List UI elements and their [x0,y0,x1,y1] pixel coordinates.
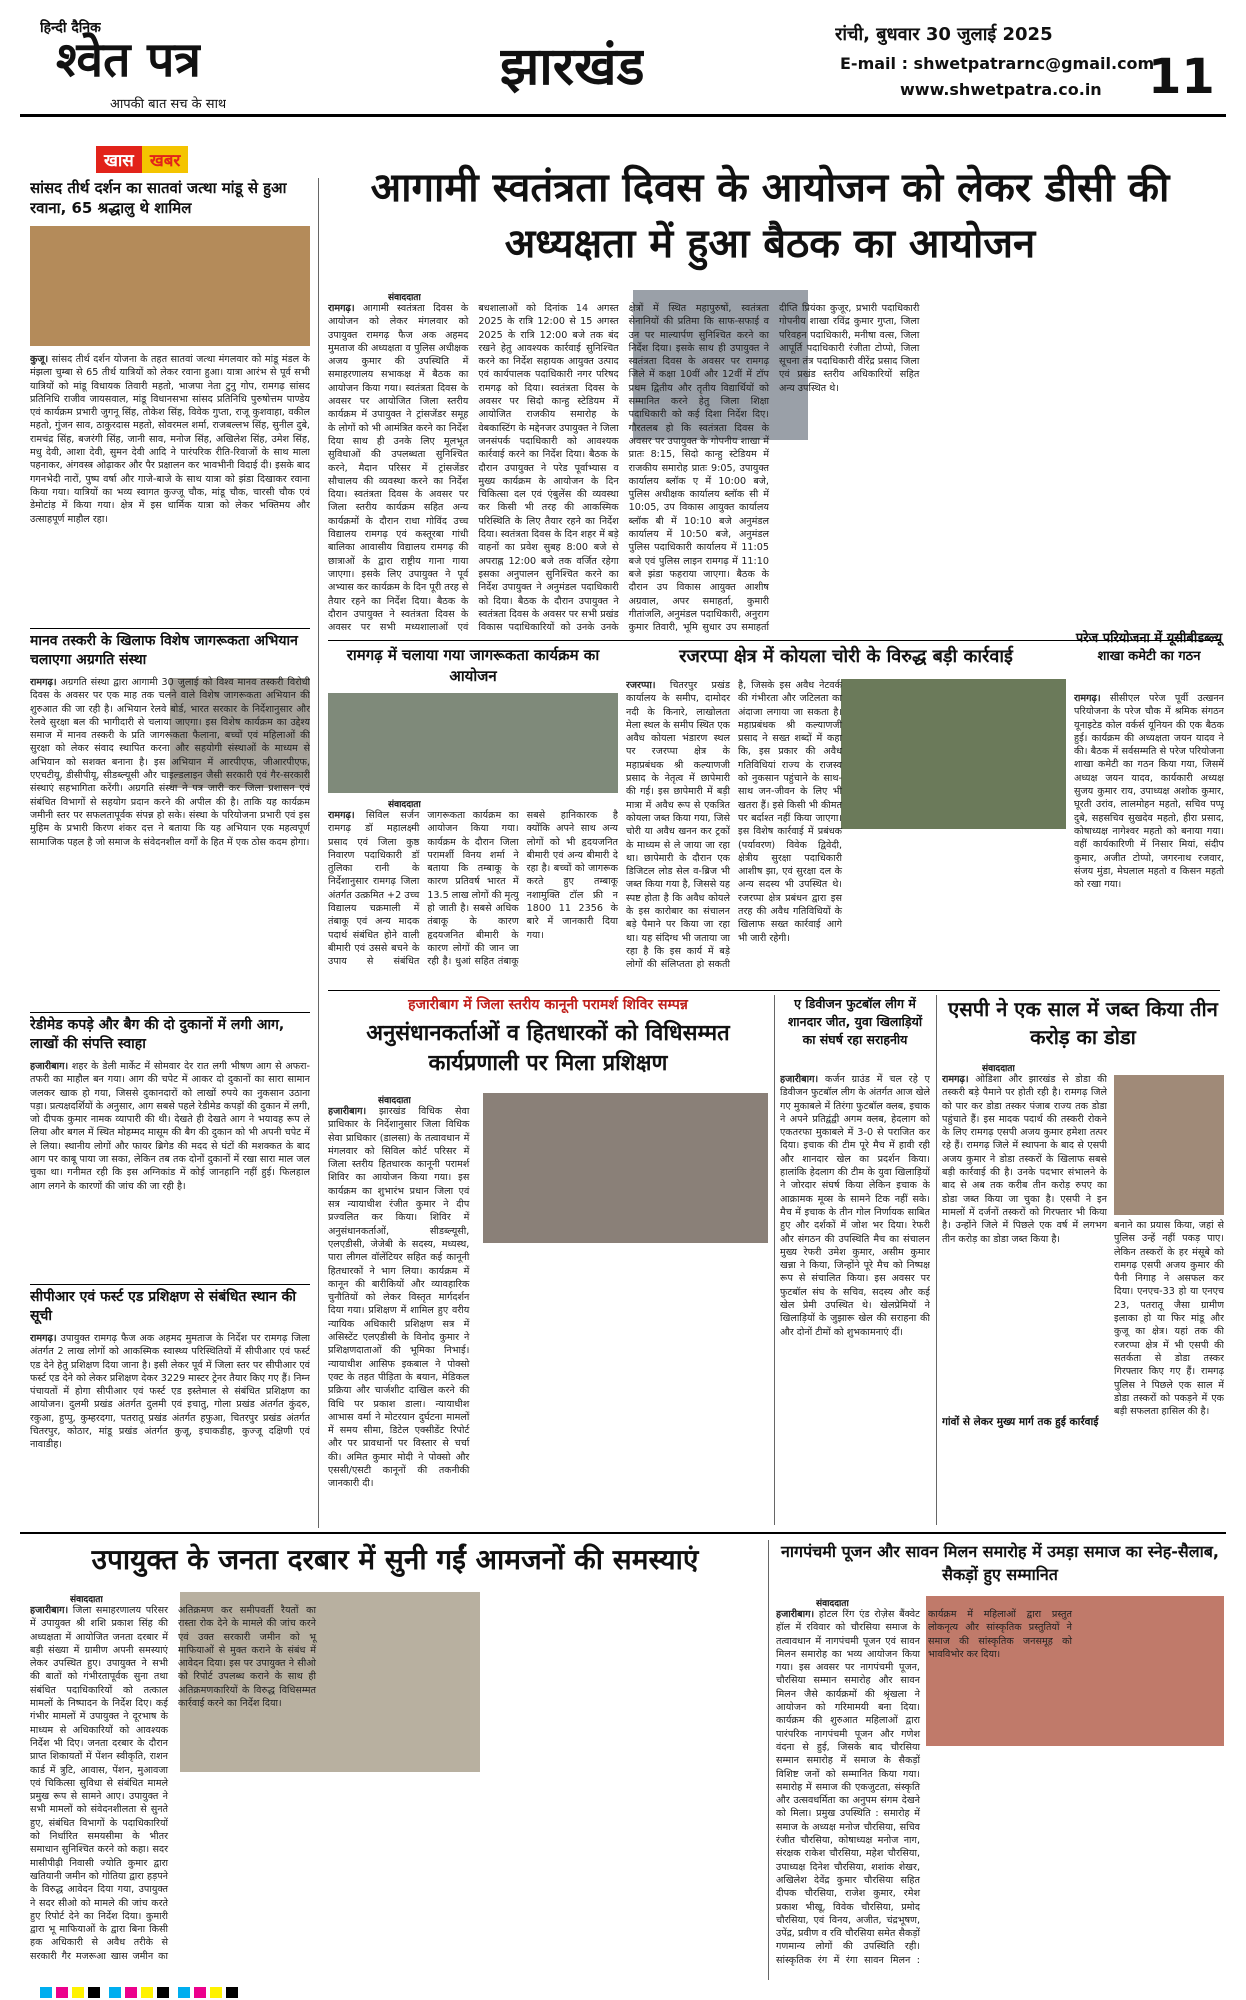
website-text: www.shwetpatra.co.in [900,80,1102,99]
city-date: रांची, बुधवार 30 जुलाई 2025 [835,24,1053,45]
top-label: हिन्दी दैनिक [40,20,101,36]
hazaribagh-body: हजारीबाग। झारखंड विधिक सेवा प्राधिकार के निर्देशानुसार जिला विधिक सेवा प्राधिकार (डालसा) के तत्वावधान में मंगलवार को सिविल कोर्ट परिसर में जिला स्तरीय हितधारक कानूनी परामर्श शिविर का आयोजन किया गया। इस कार्यक्रम का शुभारंभ प्रधान जिला एवं सत्र न्यायाधीश रंजीत कुमार ने दीप प्रज्वलित कर किया। शिविर में अनुसंधानकर्ताओं, सीडब्ल्यूसी, एलएडीसी, जेजेबी के सदस्य, मध्यस्थ, पारा लीगल वॉलेंटियर सहित कई कानूनी हितधारकों ने भाग लिया। कार्यक्रम में कानून की बारीकियों और व्यावहारिक चुनौतियों को लेकर विस्तृत मार्गदर्शन दिया गया। प्रशिक्षण में शामिल हुए वरीय न्यायिक अधिकारी प्रशिक्षण सत्र में असिस्टेंट एलएडीसी के विनोद कुमार ने प्रशिक्षणदाताओं की भूमिका निभाई। न्यायाधीश आसिफ इकबाल ने पोक्सो एक्ट के तहत पीड़िता के बयान, मेडिकल प्रक्रिया और चार्जशीट दाखिल करने की विधि पर प्रकाश डाला। न्यायाधीश आभास वर्मा ने मोटरयान दुर्घटना मामलों में समय सीमा, डिटेल एक्सीडेंट रिपोर्ट और पर प्रावधानों पर विस्तार से चर्चा की। अमित कुमार मोदी ने पोक्सो और एससी/एसटी कानूनों की तकनीकी जानकारी दी। [328,1106,470,1490]
janata-darbar-headline: उपायुक्त के जनता दरबार में सुनी गईं आमजनों की समस्याएं [91,1543,699,1576]
rajrappa-story [626,645,1066,985]
sp-byline: संवाददाता [982,1064,1015,1074]
tirth-photo [30,226,310,346]
football-headline: ए डिवीजन फुटबॉल लीग में शानदार जीत, युवा खिलाड़ियों का संघर्ष रहा सराहनीय [787,996,923,1047]
masthead [0,0,1246,118]
hazaribagh-headline: अनुसंधानकर्ताओं व हितधारकों को विधिसम्मत कार्यप्रणाली पर मिला प्रशिक्षण [366,1021,730,1076]
left-column [30,178,310,1528]
khaas-label: खास [96,146,142,173]
awareness-photo [328,693,618,793]
nagpanchami-headline: नागपंचमी पूजन और सावन मिलन समारोह में उमड़ा समाज का स्नेह-सैलाब, सैकड़ों हुए सम्मानित [781,1542,1219,1584]
rule [30,628,310,629]
story4-headline: सीपीआर एवं फर्स्ट एड प्रशिक्षण से संबंधित स्थान की सूची [30,1289,297,1324]
janata-byline: संवाददाता [70,1595,103,1605]
nagpanchami-byline: संवाददाता [816,1599,849,1609]
story2-headline: मानव तस्करी के खिलाफ विशेष जागरूकता अभियान चलाएगा अग्रगति संस्था [30,633,298,668]
janata-darbar-body: हजारीबाग। जिला समाहरणालय परिसर में उपायुक्त श्री शशि प्रकाश सिंह की अध्यक्षता में आयोजित जनता दरबार में बड़ी संख्या में ग्रामीण अपनी समस्याएं लेकर उपस्थित हुए। उपायुक्त ने सभी की बातों को गंभीरतापूर्वक सुना तथा संबंधित पदाधिकारियों को तत्काल मामलों के निष्पादन के निर्देश दिए। कई गंभीर मामलों में उपायुक्त ने दूरभाष के माध्यम से अधिकारियों को आवश्यक निर्देश भी दिए। जनता दरबार के दौरान प्राप्त शिकायतों में पेंशन स्वीकृति, राशन कार्ड में त्रुटि, आवास, पेंशन, मुआवजा एवं चिकित्सा सुविधा से संबंधित मामले प्रमुख रूप से सामने आए। उपायुक्त ने सभी मामलों को संवेदनशीलता से सुनते हुए, संबंधित विभागों के पदाधिकारियों को निर्धारित समयसीमा के भीतर समाधान सुनिश्चित करने को कहा। सदर मासीपीढ़ी निवासी ज्योति कुमार द्वारा खतियानी जमीन को गोतिया द्वारा हड़पने के विरुद्ध आवेदन दिया गया, उपायुक्त ने सदर सीओ को मामले की जांच करते हुए रिपोर्ट देने का निर्देश दिया। कुमारी द्वारा भू माफियाओं के द्वारा बिना किसी हक अधिकारी से अवैध तरीके से सरकारी गैर मजरूआ खास जमीन का अतिक्रमण कर समीपवर्ती रैयतों का रास्ता रोक देने के मामले की जांच करने एवं उक्त सरकारी जमीन को भू माफियाओं से मुक्त कराने के संबंध में आवेदन दिया। इस पर उपायुक्त ने सीओ को रिपोर्ट उपलब्ध कराने के साथ ही अतिक्रमणकारियों के विरुद्ध विधिसम्मत कार्रवाई करने का निर्देश दिया। [30,1605,316,1962]
ramgarh-headline: रामगढ़ में चलाया गया जागरूकता कार्यक्रम का आयोजन [346,646,600,685]
story1-headline: सांसद तीर्थ दर्शन का सातवां जत्था मांडू से हुआ रवाना, 65 श्रद्धालु थे शामिल [30,179,287,217]
main-story-body: रामगढ़। आगामी स्वतंत्रता दिवस के आयोजन को लेकर मंगलवार को उपायुक्त रामगढ़ फैज अक अहमद मुमताज की अध्यक्षता व पुलिस अधीक्षक अजय कुमार की उपस्थिति में समाहरणालय सभाकक्ष में बैठक का आयोजन किया गया। स्वतंत्रता दिवस के अवसर पर आयोजित जिला स्तरीय कार्यक्रम में उपायुक्त ने ट्रांसजेंडर समूह के लोगों को भी आमंत्रित करने का निर्देश दिया साथ ही उनके लिए मूलभूत सुविधाओं की उपलब्धता सुनिश्चित करने, मैदान परिसर में ट्रांसजेंडर सौचालय की व्यवस्था करने का निर्देश दिया। स्वतंत्रता दिवस के अवसर पर जिला स्तरीय कार्यक्रम सहित अन्य कार्यक्रमों के दौरान राधा गोविंद उच्च विद्यालय रामगढ़ एवं कस्तूरबा गांधी बालिका आवासीय विद्यालय रामगढ़ की छात्राओं के द्वारा राष्ट्रीय गाना गाया जाएगा। इसके लिए उपायुक्त ने पूर्व अभ्यास कर कार्यक्रम के दिन पूरी तरह से तैयार रहने का निर्देश दिया। बैठक के दौरान उपायुक्त ने स्वतंत्रता दिवस के अवसर पर सभी मध्यशालाओं एवं बधशालाओं को दिनांक 14 अगस्त 2025 के रात्रि 12:00 से 15 अगस्त 2025 के रात्रि 12:00 बजे तक बंद रखने हेतु आवश्यक कार्रवाई सुनिश्चित करने का निर्देश सहायक आयुक्त उत्पाद एवं कार्यपालक पदाधिकारी नगर परिषद रामगढ़ को दिया। स्वतंत्रता दिवस के अवसर पर सिदो कान्हु स्टेडियम में आयोजित राजकीय समारोह के वेबकास्टिंग के मद्देनजर उपायुक्त ने जिला जनसंपर्क पदाधिकारी को आवश्यक कार्रवाई करने का निर्देश दिया। बैठक के दौरान उपायुक्त ने परेड पूर्वाभ्यास व मुख्य कार्यक्रम के आयोजन के दिन चिकित्सा दल एवं एंबुलेंस की व्यवस्था कर किसी भी तरह की आकस्मिक परिस्थिति के लिए तैयार रहने का निर्देश दिया। स्वतंत्रता दिवस के दिन शहर में बड़े वाहनों का प्रवेश सुबह 8:00 बजे से अपराह्न 12:00 बजे तक वर्जित रहेगा इसका अनुपालन सुनिश्चित करने का निर्देश उपायुक्त ने अनुमंडल पदाधिकारी को दिया। बैठक के दौरान उपायुक्त ने स्वतंत्रता दिवस के अवसर पर सभी प्रखंड विकास पदाधिकारियों को उनके उनके क्षेत्रों में स्थित महापुरुषों, स्वतंत्रता सेनानियों की प्रतिमा कि साफ-सफाई व उन पर माल्यार्पण सुनिश्चित करने का निर्देश दिया। इसके साथ ही उपायुक्त ने स्वतंत्रता दिवस के अवसर पर रामगढ़ जिले में कक्षा 10वीं और 12वीं में टॉप प्रथम द्वितीय और तृतीय विद्यार्थियों को सम्मानित करने हेतु जिला शिक्षा पदाधिकारी को कई दिशा निर्देश दिए। गौरतलब हो कि स्वतंत्रता दिवस के अवसर पर उपायुक्त के गोपनीय शाखा में प्रातः 8:15, सिदो कान्हु स्टेडियम में राजकीय समारोह प्रातः 9:05, उपायुक्त कार्यालय ब्लॉक ए में 10:00 बजे, पुलिस अधीक्षक कार्यालय ब्लॉक सी में 10:05, उप विकास आयुक्त कार्यालय ब्लॉक बी में 10:10 बजे अनुमंडल कार्यालय में 10:50 बजे, अनुमंडल पुलिस पदाधिकारी कार्यालय में 11:05 बजे एवं पुलिस लाइन रामगढ़ में 11:10 बजे झंडा फहराया जाएगा। बैठक के दौरान उप विकास आयुक्त आशीष अग्रवाल, अपर समाहर्ता, कुमारी गीतांजलि, अनुमंडल पदाधिकारी, अनुराग कुमार तिवारी, भूमि सुधार उप समाहर्ता दीप्ति प्रियंका कुजूर, प्रभारी पदाधिकारी गोपनीय शाखा रविंद्र कुमार गुप्ता, जिला परिवहन पदाधिकारी, मनीषा वत्स, जिला आपूर्ति पदाधिकारी रंजीता टोप्पो, जिला सूचना तंत्र पदाधिकारी वीरेंद्र प्रसाद जिला एवं प्रखंड स्तरीय अधिकारियों सहित अन्य उपस्थित थे। [328,303,920,634]
masthead-rule [20,114,1226,117]
column-divider [774,995,775,1525]
ramgarh-body: रामगढ़। सिविल सर्जन रामगढ़ डॉ महालक्ष्मी प्रसाद एवं जिला कुष्ठ निवारण पदाधिकारी डॉ तुलिका रानी के निर्देशानुसार रामगढ़ जिला अंतर्गत उत्क्रमित +2 उच्च विद्यालय चक्रमाली में तंबाकू एवं अन्य मादक पदार्थ संबंधित होने वाली बीमारी एवं उससे बचने के उपाय से संबंधित जागरूकता कार्यक्रम का आयोजन किया गया। कार्यक्रम के दौरान जिला परामर्शी विनय शर्मा ने बताया कि तम्बाकू के कारण प्रतिवर्ष भारत में 13.5 लाख लोगों की मृत्यु हो जाती है। सबसे अधिक तंबाकू के कारण हृदयजनित बीमारी के कारण लोगों की जान जा रही है। धुआं सहित तंबाकू सबसे हानिकारक है क्योंकि अपने साथ अन्य लोगों को भी हृदयजनित बीमारी एवं अन्य बीमारी दे रहा है। बच्चों को जागरूक करते हुए तम्बाकू नशामुक्ति टॉल फ्री न 1800 11 2356 के बारे में जानकारी दिया गया। [328,810,618,968]
sp-subhead: गांवों से लेकर मुख्य मार्ग तक हुई कार्रवाई [942,1416,1099,1428]
rajrappa-headline: रजरप्पा क्षेत्र में कोयला चोरी के विरुद्ध बड़ी कार्रवाई [679,646,1013,667]
nagpanchami-story [776,1540,1224,1980]
rule [328,990,1220,991]
pareej-headline: परेज परियोजना में यूसीबीडब्ल्यू शाखा कमेटी का गठन [1075,631,1223,664]
main-story [328,290,1220,640]
hazaribagh-kicker: हजारीबाग में जिला स्तरीय कानूनी परामर्श शिविर सम्पन्न [408,997,688,1013]
tagline: आपकी बात सच के साथ [110,97,227,112]
brand-logo: श्वेत पत्र [56,32,201,88]
pareej-story [1074,630,1224,985]
ramgarh-story [328,645,618,985]
pareej-body: रामगढ़। सीसीएल परेज पूर्वी उत्खनन परियोजना के परेज चौक में श्रमिक संगठन यूनाइटेड कोल वर्कर्स यूनियन की एक बैठक हुई। कार्यक्रम की अध्यक्षता जयन यादव ने की। बैठक में सर्वसम्मति से परेज परियोजना शाखा कमेटी का गठन किया गया, जिसमें अध्यक्ष जयन यादव, कार्यकारी अध्यक्ष सुजय कुमार राय, उपाध्यक्ष अशोक कुमार, घूरती उरांव, लालमोहन महतो, सचिव पप्पू दुबे, सहसचिव सुखदेव महतो, हीरा प्रसाद, कोषाध्यक्ष नागेश्वर महतो को बनाया गया। वहीं कार्यकारिणी में निसार मियां, संदीप कुमार, अजीत टोप्पो, जगरनाथ रजवार, संजय मुंडा, मेघलाल महतो व किसन महतो को रखा गया। [1074,693,1224,891]
rule [30,1012,310,1013]
football-story [780,995,930,1525]
page-number: 11 [1148,50,1215,104]
hazaribagh-story [328,995,768,1525]
story3-headline: रेडीमेड कपड़े और बैग की दो दुकानों में लगी आग, लाखों की संपत्ति स्वाहा [30,1017,285,1052]
main-headline: आगामी स्वतंत्रता दिवस के आयोजन को लेकर डीसी की अध्यक्षता में हुआ बैठक का आयोजन [370,164,1170,267]
ramgarh-byline: संवाददाता [388,800,421,810]
main-story-byline: संवाददाता [388,293,421,303]
rule [30,1284,310,1285]
rajrappa-body: रजरप्पा। चितरपुर प्रखंड कार्यालय के समीप, दामोदर नदी के किनारे, लाखोलता मेला स्थल के समीप स्थित एक अवैध कोयला भंडारण स्थल पर रजरप्पा क्षेत्र के महाप्रबंधक श्री कल्याणजी प्रसाद के नेतृत्व में छापेमारी की गई। इस छापेमारी में बड़ी मात्रा में अवैध रूप से एकत्रित कोयला जब्त किया गया, जिसे चोरी या अवैध खनन कर ट्रकों के माध्यम से ले जाया जा रहा था। छापेमारी के दौरान एक डिजिटल लोड सेल व-ब्रिज भी जब्त किया गया है, जिससे यह स्पष्ट होता है कि अवैध कोयले के इस कारोबार का संचालन बड़े पैमाने पर किया जा रहा था। यह संदिग्ध भी जताया जा रहा है कि इस कार्य में बड़े लोगों की संलिप्तता हो सकती है, जिसके इस अवैध नेटवर्क की गंभीरता और जटिलता का अंदाजा लगाया जा सकता है। महाप्रबंधक श्री कल्याणजी प्रसाद ने सख्त शब्दों में कहा कि, इस प्रकार की अवैध गतिविधियां राज्य के राजस्व को नुकसान पहुंचाने के साथ-साथ जन-जीवन के लिए भी खतरा हैं। इसे किसी भी कीमत पर बर्दाश्त नहीं किया जाएगा। इस विशेष कार्रवाई में प्रबंधक (पर्यावरण) विवेक द्विवेदी, क्षेत्रीय सुरक्षा पदाधिकारी आशीष झा, एवं सुरक्षा दल के अन्य सदस्य भी उपस्थित थे। रजरप्पा क्षेत्र प्रबंधन द्वारा इस तरह की अवैध गतिविधियों के खिलाफ सख्त कार्रवाई आगे भी जारी रहेगी। [626,680,843,971]
rule [20,1532,1226,1534]
sp-headline: एसपी ने एक साल में जब्त किया तीन करोड़ का डोडा [948,997,1218,1049]
column-divider [768,1540,769,1980]
football-body: हजारीबाग। कर्जन ग्राउंड में चल रहे ए डिवीजन फुटबॉल लीग के अंतर्गत आज खेले गए मुकाबले में तिरंगा फुटबॉल क्लब, इचाक ने अपने प्रतिद्वंद्वी अगम क्लब, हेदलाग को एकतरफा मुकाबले में 3-0 से पराजित कर दिया। इचाक की टीम पूरे मैच में हावी रही और शानदार खेल का प्रदर्शन किया। हालांकि हेदलाग की टीम के युवा खिलाड़ियों ने जोरदार संघर्ष किया लेकिन इचाक के आक्रामक मूव्स के सामने टिक नहीं सके। मैच में इचाक के तीन गोल निर्णायक साबित हुए और दर्शकों में जोश भर दिया। रेफरी और संगठन की उपस्थिति मैच का संचालन मुख्य रेफरी उमेश कुमार, असीम कुमार खन्ना ने किया, जिन्होंने पूरे मैच को निष्पक्ष रूप से संचालित किया। इस अवसर पर फुटबॉल संघ के सचिव, सदस्य और कई खेल प्रेमी उपस्थित थे। खेलप्रेमियों ने खिलाड़ियों के जुझारू खेल की सराहना की और दोनों टीमों को शुभकामनाएं दीं। [780,1074,930,1338]
khaas-khabar-tag [96,146,256,176]
column-divider [936,995,937,1525]
sp-story [942,995,1224,1525]
nagpanchami-body: हजारीबाग। होटल रिंग एंड रोज़ेस बैंक्वेट हॉल में रविवार को चौरसिया समाज के तत्वावधान में नागपंचमी पूजन एवं सावन मिलन समारोह का भव्य आयोजन किया गया। इस अवसर पर नागपंचमी पूजन, चौरसिया सम्मान समारोह और सावन मिलन जैसे कार्यक्रमों की श्रृंखला ने आयोजन को गरिमामयी बना दिया। कार्यक्रम की शुरुआत महिलाओं द्वारा पारंपरिक नागपंचमी पूजन और गणेश वंदना से हुई, जिसके बाद चौरसिया सम्मान समारोह में समाज के सैकड़ों विशिष्ट जनों को सम्मानित किया गया। समारोह में समाज की एकजुटता, संस्कृति और उत्सवधर्मिता का अनुपम संगम देखने को मिला। प्रमुख उपस्थिति : समारोह में समाज के अध्यक्ष मनोज चौरसिया, सचिव रंजीत चौरसिया, कोषाध्यक्ष मनोज नाग, संरक्षक राकेश चौरसिया, महेश चौरसिया, उपाध्यक्ष दिनेश चौरसिया, शशांक शेखर, अखिलेश देवेंद्र कुमार चौरसिया सहित दीपक चौरसिया, राजेश कुमार, रमेश प्रकाश भीखू, विवेक चौरसिया, प्रमोद चौरसिया, एवं विनय, अजीत, चंद्रभूषण, उपेंद्र, प्रवीण व रवि चौरसिया समेत सैकड़ों गणमान्य लोगों की उपस्थिति रही। सांस्कृतिक रंग में रंगा सावन मिलन : कार्यक्रम में महिलाओं द्वारा प्रस्तुत लोकनृत्य और सांस्कृतिक प्रस्तुतियों ने समाज की सांस्कृतिक जनसमूह को भावविभोर कर दिया। [776,1609,1072,1966]
sp-body: रामगढ़। ओडिशा और झारखंड से डोडा की तस्करी बड़े पैमाने पर होती रही है। रामगढ़ जिले को पार कर डोडा तस्कर पंजाब राज्य तक डोडा पहुंचाते हैं। इस मादक पदार्थ की तस्करी रोकने के लिए रामगढ़ एसपी अजय कुमार हमेशा तत्पर रहे हैं। रामगढ़ जिले में स्थापना के बाद से एसपी अजय कुमार ने डोडा तस्करों के खिलाफ सबसे बड़ी कार्रवाई की है। उनके पदभार संभालने के बाद से अब तक करीब तीन करोड़ रुपए का डोडा जब्त किया जा चुका है। एसपी ने इन मामलों में दर्जनों तस्करों को गिरफ्तार भी किया है। उन्होंने जिले में पिछले एक वर्ष में लगभग तीन करोड़ का डोडा जब्त किया है। [942,1074,1107,1245]
story1-body: कुजू। सांसद तीर्थ दर्शन योजना के तहत सातवां जत्था मंगलवार को मांडू मंडल के मंझला चुम्बा से 65 तीर्थ यात्रियों को लेकर रवाना हुआ। यात्रा आरंभ से पूर्व सभी यात्रियों को मांडू विधायक तिवारी महतो, भाजपा नेता टुनु गोप, रामगढ़ सांसद प्रतिनिधि राजीव जायसवाल, मांडू विधानसभा सांसद प्रतिनिधि पुरुषोत्तम पाण्डेय एवं कार्यक्रम प्रभारी जुगनू सिंह, तोकेश सिंह, विवेक गुप्ता, राजू कुशवाहा, वकील महतो, गुंजन साव, ठाकुरदास महतो, सोवरमल शर्मा, राजबल्लभ सिंह, सुनील दुबे, रामचंद्र सिंह, बजरंगी सिंह, जानी साव, मनोज सिंह, अखिलेश सिंह, उमेश सिंह, मधु देवी, आशा देवी, सुमन देवी आदि ने पारंपरिक रीति-रिवाजों के साथ माला पहनाकर, अंगवस्त्र ओढ़ाकर और पैर प्रक्षालन कर भावभीनी विदाई दी। इसके बाद गगनभेदी नारों, पुष्प वर्षा और गाजे-बाजे के साथ यात्रा को झंडा दिखाकर रवाना किया गया। यात्रियों का भव्य स्वागत कुज्जू चौक, मांडू चौक, चारसी चौक एवं डेमोटांड़ में किया गया। क्षेत्र में इस धार्मिक यात्रा को लेकर भक्तिमय और उत्साहपूर्ण माहौल रहा। [30,354,310,525]
story3-body: हजारीबाग। शहर के डेली मार्केट में सोमवार देर रात लगी भीषण आग से अफरा-तफरी का माहौल बन गया। आग की चपेट में आकर दो दुकानों का सारा सामान जलकर खाक हो गया, जिससे दुकानदारों को लाखों रुपये का नुकसान उठाना पड़ा। प्रत्यक्षदर्शियों के अनुसार, आग सबसे पहले रेडीमेड कपड़ों की दुकान में लगी, जो दीपक कुमार नामक व्यापारी की थी। देखते ही देखते आग ने भयावह रूप ले लिया और बगल में स्थित मोहम्मद मासूम की बैग की दुकान को भी अपनी चपेट में ले लिया। स्थानीय लोगों और फायर ब्रिगेड की मदद से घंटों की मशक्कत के बाद आग पर काबू पाया जा सका, लेकिन तब तक दोनों दुकानों में रखा सारा माल जल चुका था। गनीमत रही कि इस अग्निकांड में कोई जानहानि नहीं हुई। फिलहाल आग लगने के कारणों की जांच की जा रही है। [30,1061,310,1192]
column-divider [318,178,319,1528]
section-title: झारखंड [500,36,645,97]
color-registration-bar [40,1984,1210,1998]
hazaribagh-byline: संवाददाता [378,1096,411,1106]
khabar-label: खबर [142,146,189,173]
janata-darbar-story [30,1540,760,1980]
story4-body: रामगढ़। उपायुक्त रामगढ़ फैज अक अहमद मुमताज के निर्देश पर रामगढ़ जिला अंतर्गत 2 लाख लोगों को आकस्मिक स्वास्थ्य परिस्थितियों में सीपीआर एवं फर्स्ट एड देने हेतु प्रशिक्षण दिया जाना है। इसी लेकर पूर्व में जिला स्तर पर सीपीआर एवं फर्स्ट एड देने को लेकर प्रशिक्षण देकर 3229 मास्टर ट्रेनर तैयार किए गए हैं। निम्न पंचायतों में होगा सीपीआर एवं फर्स्ट एड इस्तेमाल से संबंधित प्रशिक्षण का आयोजन। दुलमी प्रखंड अंतर्गत दुलमी एवं इचातु, गोला प्रखंड अंतर्गत कुंदरु, रकुआ, हुप्पु, कुम्हरदगा, पतरातू प्रखंड अंतर्गत हफुआ, चितरपुर प्रखंड अंतर्गत चितरपुर, कोठार, मांडू प्रखंड अंतर्गत कुजू, इचाकडीह, कुज्जू दक्षिणी एवं नावाडीह। [30,1333,310,1451]
story2-body: रामगढ़। अग्रगति संस्था द्वारा आगामी 30 जुलाई को विश्व मानव तस्करी विरोधी दिवस के अवसर पर एक माह तक चलने वाले विशेष जागरूकता अभियान की शुरुआत की जा रही है। अभियान रेलवे बोर्ड, भारत सरकार के निर्देशानुसार और रेलवे सुरक्षा बल की भागीदारी से चलाया जाएगा। इस विशेष कार्यक्रम का उद्देश्य समाज में मानव तस्करी के प्रति जागरूकता फैलाना, बच्चों एवं महिलाओं की सुरक्षा को लेकर संवाद स्थापित करना और सहयोगी संस्थाओं के माध्यम से अभियान को सशक्त बनाना है। इस अभियान में आरपीएफ, जीआरपीएफ, एएचटीयू, डीसीपीयू, सीडब्ल्यूसी और चाइल्डलाइन जैसी सरकारी एवं गैर-सरकारी संस्थाएं सहभागिता करेंगी। अग्रगति संस्था ने पत्र जारी कर जिला प्रशासन एवं संबंधित विभागों से सहयोग प्रदान करने की अपील की है। ताकि यह कार्यक्रम जमीनी स्तर पर सफलतापूर्वक संपन्न हो सके। संस्था के परियोजना प्रभारी एवं इस मुहिम के प्रभारी किरण शंकर दत्त ने बताया कि यह अभियान एक महत्वपूर्ण सामाजिक पहल है जो समाज के संवेदनशील वर्गों के हित में एक ठोस कदम होगा। [30,677,310,848]
email-text: E-mail : shwetpatrarnc@gmail.com [840,54,1155,73]
sp-body-2: बनाने का प्रयास किया, जहां से पुलिस उन्हें नहीं पकड़ पाए। लेकिन तस्करों के हर मंसूबे को रामगढ़ एसपी अजय कुमार की पैनी निगाह ने असफल कर दिया। एनएच-33 हो या एनएच 23, पतरातू जैसा ग्रामीण इलाका हो या फिर मांडू और कुजू का क्षेत्र। यहां तक की रजरप्पा क्षेत्र में भी एसपी की सतर्कता से डोडा तस्कर गिरफ्तार किए गए हैं। रामगढ़ पुलिस ने पिछले एक साल में डोडा तस्करों को पकड़ने में एक बड़ी सफलता हासिल की है। [1114,1220,1224,1418]
sp-portrait [1114,1075,1224,1215]
